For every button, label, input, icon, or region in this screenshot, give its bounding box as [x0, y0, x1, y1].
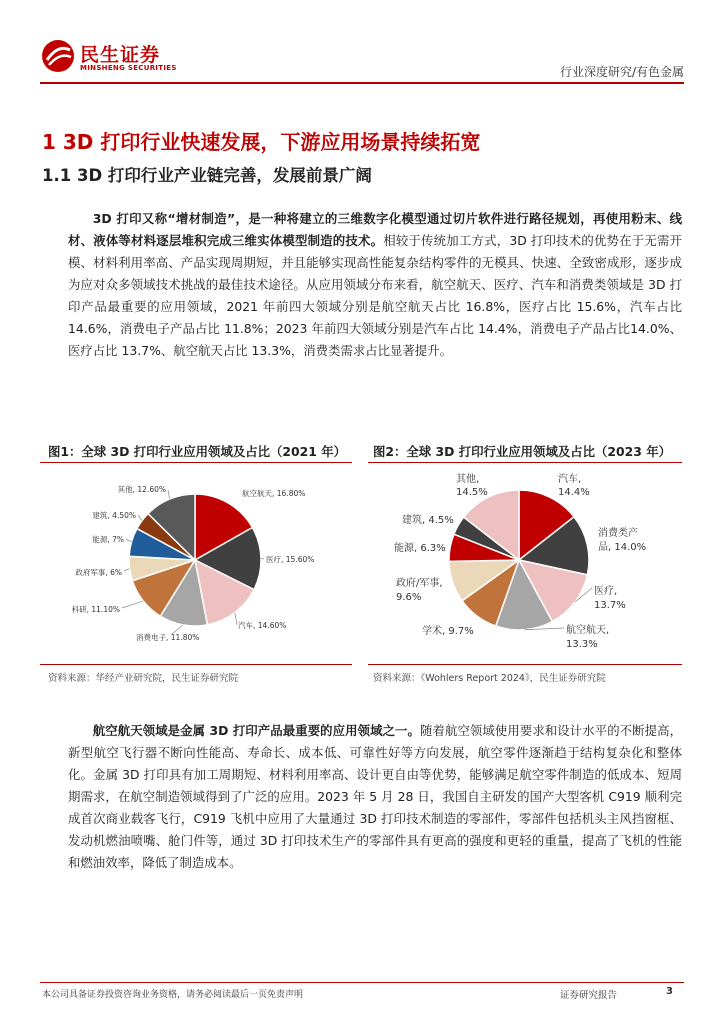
intro-paragraph-body: 相较于传统加工方式，3D 打印技术的优势在于无需开模、材料利用率高、产品实现周期短，并且能够实现高性能复杂结构零件的无模具、快速、全致密成形，逐步成为应对众多领域技术挑战的最佳技术途径。从应用领域分布来看，航空航天、医疗、汽车和消费类领域是 3D 打印产品最重要的应用领域，2021 年前四大领域分别是航空航天占比 16.8%，医疗占比 15.6%，汽车占比 14.6%，消费电子产品占比 11.8%；2023 年前四大领域分别是汽车占比 14.4%，消费电子产品占比14.0%、医疗占比 13.7%、航空航天占比 13.3%，消费类需求占比显著提升。 — [68, 233, 682, 358]
figure1-bottom-rule — [40, 664, 352, 665]
aerospace-paragraph-body: 随着航空领域使用要求和设计水平的不断提高，新型航空飞行器不断向性能高、寿命长、成本低、可靠性好等方向发展，航空零件逐渐趋于结构复杂化和整体化。金属 3D 打印具有加工周期短、材料利用率高、设计更自由等优势，能够满足航空零件制造的低成本、短周期需求，在航空制造领域得到了广泛的应用。2023 年 5 月 28 日，我国自主研发的国产大型客机 C919 顺利完成首次商业载客飞行，C919 飞机中应用了大量通过 3D 打印技术制造的零部件，零部件包括机头主风挡窗框、发动机燃油喷嘴、舱门件等，通过 3D 打印技术生产的零部件具有更高的强度和更轻的重量，提高了飞机的性能和燃油效率，降低了制造成本。 — [68, 723, 682, 870]
chart1-label-6: 能源, 7% — [92, 535, 124, 544]
figure2-pie-chart — [368, 466, 682, 662]
chart1-label-2: 汽车, 14.60% — [238, 621, 287, 630]
chart1-label-8: 其他, 12.60% — [117, 485, 166, 494]
chart2-label-2: 医疗, 13.7% — [594, 586, 626, 611]
section-heading: 1 3D 打印行业快速发展，下游应用场景持续拓宽 — [42, 130, 481, 154]
footer-doc-type: 证券研究报告 — [560, 990, 618, 1001]
chart1-label-3: 消费电子, 11.80% — [136, 633, 200, 642]
figure2-top-rule — [368, 462, 682, 463]
chart1-leader-5 — [124, 569, 130, 571]
chart2-label-3: 航空航天, 13.3% — [566, 625, 610, 650]
chart1-label-4: 科研, 11.10% — [71, 605, 120, 614]
chart1-leader-2 — [235, 613, 237, 625]
intro-paragraph — [68, 208, 682, 362]
brand-logo-icon — [40, 38, 76, 74]
brand-name-en: MINSHENG SECURITIES — [80, 64, 177, 72]
figure1-source: 资料来源：华经产业研究院，民生证券研究院 — [48, 673, 239, 684]
chart1-leader-4 — [122, 601, 143, 608]
brand-name-cn: 民生证券 — [80, 44, 161, 66]
intro-paragraph-lead: 3D 打印又称“增材制造”，是一种将建立的三维数字化模型通过切片软件进行路径规划，再使用粉末、线材、液体等材料逐层堆积完成三维实体模型制造的技术。 — [68, 211, 682, 248]
page-number: 3 — [666, 986, 673, 997]
header-divider — [40, 82, 684, 84]
figure1-title: 图1：全球 3D 打印行业应用领域及占比（2021 年） — [48, 444, 346, 459]
figure1-pie-chart — [40, 466, 352, 662]
report-category: 行业深度研究/有色金属 — [559, 65, 684, 79]
chart1-label-0: 航空航天, 16.80% — [242, 489, 306, 498]
figure2-bottom-rule — [368, 664, 682, 665]
aerospace-paragraph-lead: 航空航天领域是金属 3D 打印产品最重要的应用领域之一。 — [92, 723, 421, 738]
chart1-leader-7 — [138, 515, 142, 521]
chart1-label-5: 政府军事, 6% — [75, 568, 122, 577]
chart1-leader-6 — [126, 539, 132, 542]
brand-logo — [40, 38, 180, 78]
chart2-label-5: 政府/军事, 9.6% — [396, 578, 443, 603]
chart1-leader-8 — [168, 490, 170, 499]
chart2-label-1: 消费类产品, 14.0% — [598, 528, 647, 553]
aerospace-paragraph — [68, 720, 682, 874]
footer-divider — [40, 982, 684, 983]
footer-disclaimer: 本公司具备证券投资咨询业务资格，请务必阅读最后一页免责声明 — [42, 990, 304, 1000]
chart1-label-1: 医疗, 15.60% — [266, 555, 315, 564]
figure1-top-rule — [40, 462, 352, 463]
chart1-label-7: 建筑, 4.50% — [92, 511, 136, 520]
chart2-label-4: 学术, 9.7% — [422, 626, 474, 637]
chart2-label-8: 其他, 14.5% — [456, 474, 488, 498]
chart2-label-0: 汽车, 14.4% — [558, 474, 590, 498]
chart2-label-7: 建筑, 4.5% — [402, 515, 454, 526]
figure2-source: 资料来源：《Wohlers Report 2024》，民生证券研究院 — [373, 673, 606, 684]
subsection-heading: 1.1 3D 打印行业产业链完善，发展前景广阔 — [42, 166, 372, 185]
figure2-title: 图2：全球 3D 打印行业应用领域及占比（2023 年） — [373, 444, 671, 459]
chart2-label-6: 能源, 6.3% — [394, 543, 446, 554]
